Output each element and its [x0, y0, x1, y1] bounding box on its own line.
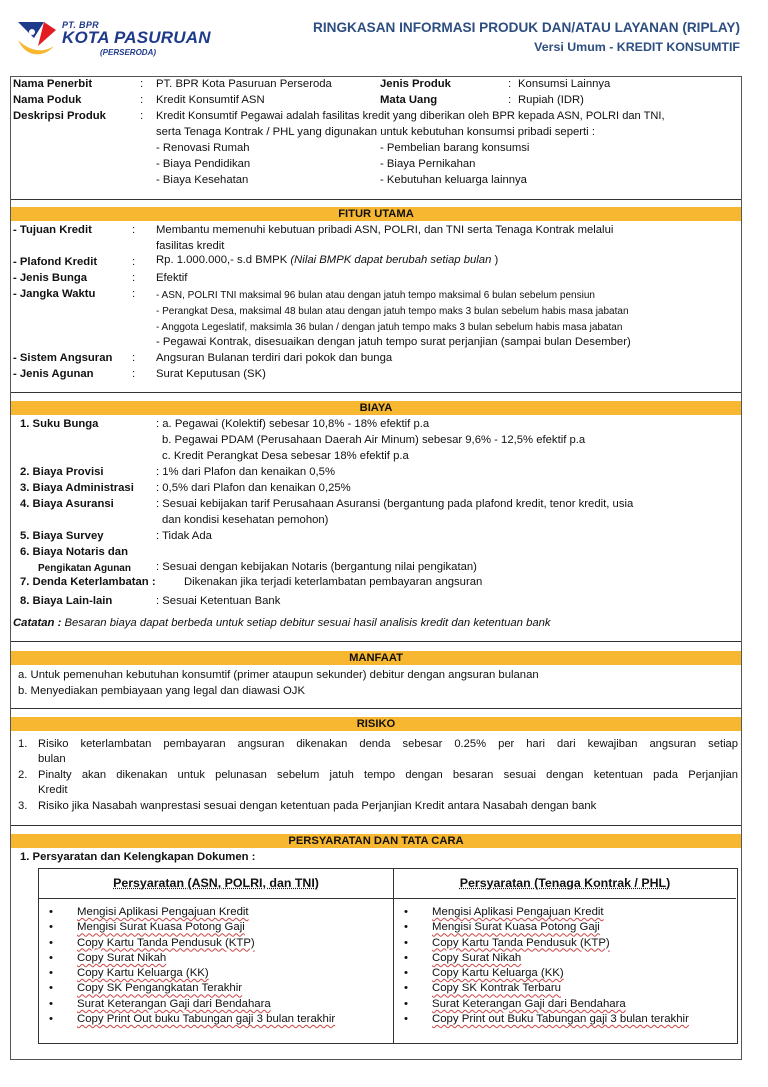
- manfaat-b: b. Menyediakan pembiayaan yang legal dan diawasi OJK: [18, 685, 305, 697]
- requirements-column-asn: [39, 869, 394, 1043]
- page-subtitle: Versi Umum - KREDIT KONSUMTIF: [534, 40, 740, 54]
- risiko-1-line2: bulan: [38, 753, 66, 765]
- divider: [11, 825, 741, 826]
- divider: [11, 392, 741, 393]
- list-item: • Surat Keterangan Gaji dari Bendahara: [39, 997, 393, 1012]
- risiko-2-line1: Pinalty akan dikenakan untuk pelunasan sebelum jatuh tempo dengan besaran sesuai dengan ketentuan pada Perjanjian: [38, 769, 738, 781]
- provisi-value: : 1% dari Plafon dan kenaikan 0,5%: [156, 466, 335, 478]
- divider: [11, 199, 741, 200]
- tujuan-line2: fasilitas kredit: [156, 240, 225, 252]
- plafond-note: (Nilai BMPK dapat berubah setiap bulan: [290, 254, 492, 266]
- risiko-num: 3.: [18, 800, 28, 812]
- list-item: • Mengisi Surat Kuasa Potong Gaji: [39, 920, 393, 935]
- list-item: • Surat Keterangan Gaji dari Bendahara: [394, 997, 736, 1012]
- denda-label: 7. Denda Keterlambatan :: [20, 576, 156, 588]
- bunga-label: - Jenis Bunga: [13, 272, 88, 284]
- colon: :: [132, 256, 136, 268]
- colon: :: [132, 288, 136, 300]
- plafond-value: Rp. 1.000.000,- s.d BMPK: [156, 254, 288, 266]
- logo-sub: (PERSERODA): [100, 48, 157, 57]
- angsuran-value: Angsuran Bulanan terdiri dari pokok dan bunga: [156, 352, 393, 364]
- jangka-item: - Anggota Legeslatif, maksimla 36 bulan / dengan jatuh tempo maks 3 bulan sebelum habis masa jabatan: [156, 322, 623, 333]
- deskripsi-label: Deskripsi Produk: [13, 110, 106, 122]
- company-logo: [14, 16, 214, 64]
- survey-value: : Tidak Ada: [156, 530, 212, 542]
- plafond-line: [156, 253, 498, 268]
- persyaratan-subtitle: 1. Persyaratan dan Kelengkapan Dokumen :: [20, 851, 256, 863]
- list-item: - Biaya Kesehatan: [156, 174, 249, 186]
- list-item: - Renovasi Rumah: [156, 142, 250, 154]
- plafond-close: ): [494, 254, 499, 266]
- list-item: - Kebutuhan keluarga lainnya: [380, 174, 527, 186]
- colon: :: [132, 272, 136, 284]
- colon: :: [140, 110, 144, 122]
- angsuran-label: - Sistem Angsuran: [13, 352, 113, 364]
- column-header: Persyaratan (Tenaga Kontrak / PHL): [394, 869, 736, 899]
- tujuan-line1: Membantu memenuhi kebutuan pribadi ASN, POLRI, dan TNI serta Tenaga Kontrak melalui: [156, 224, 614, 236]
- bpr-logo-icon: [14, 16, 60, 60]
- list-item: • Copy Print out Buku Tabungan gaji 3 bulan terakhir: [394, 1012, 736, 1027]
- list-item: • Mengisi Aplikasi Pengajuan Kredit: [394, 905, 736, 920]
- suku-b: b. Pegawai PDAM (Perusahaan Daerah Air Minum) sebesar 9,6% - 12,5% efektif p.a: [162, 434, 586, 446]
- section-header-biaya: BIAYA: [11, 401, 741, 415]
- column-header: Persyaratan (ASN, POLRI, dan TNI): [39, 869, 393, 899]
- agunan-value: Surat Keputusan (SK): [156, 368, 266, 380]
- requirements-list: [39, 905, 393, 1027]
- admin-label: 3. Biaya Administrasi: [20, 482, 134, 494]
- notaris-label: 6. Biaya Notaris dan: [20, 546, 128, 558]
- list-item: • Copy Surat Nikah: [394, 951, 736, 966]
- plafond-label: - Plafond Kredit: [13, 256, 98, 268]
- notaris-label2: Pengikatan Agunan: [38, 563, 131, 574]
- section-header-persyaratan: PERSYARATAN DAN TATA CARA: [11, 834, 741, 848]
- jenis-produk-label: Jenis Produk: [380, 78, 451, 90]
- mata-uang-label: Mata Uang: [380, 94, 438, 106]
- list-item: • Copy SK Pengangkatan Terakhir: [39, 981, 393, 996]
- list-item: • Copy Kartu Tanda Pendusuk (KTP): [39, 936, 393, 951]
- agunan-label: - Jenis Agunan: [13, 368, 94, 380]
- produk-label: Nama Poduk: [13, 94, 82, 106]
- section-header-manfaat: MANFAAT: [11, 651, 741, 665]
- colon: :: [132, 224, 136, 236]
- catatan-label: Catatan :: [13, 617, 62, 629]
- risiko-num: 1.: [18, 738, 28, 750]
- risiko-num: 2.: [18, 769, 28, 781]
- jenis-produk-value: Konsumsi Lainnya: [518, 78, 611, 90]
- lain-value: : Sesuai Ketentuan Bank: [156, 595, 281, 607]
- suku-a: : a. Pegawai (Kolektif) sebesar 10,8% - 18% efektif p.a: [156, 418, 430, 430]
- catatan: [13, 616, 551, 631]
- penerbit-value: PT. BPR Kota Pasuruan Perseroda: [156, 78, 332, 90]
- divider: [11, 708, 741, 709]
- colon: :: [508, 78, 512, 90]
- colon: :: [140, 94, 144, 106]
- suku-c: c. Kredit Perangkat Desa sebesar 18% efektif p.a: [162, 450, 409, 462]
- colon: :: [508, 94, 512, 106]
- list-item: • Mengisi Aplikasi Pengajuan Kredit: [39, 905, 393, 920]
- deskripsi-line1: Kredit Konsumtif Pegawai adalah fasilitas kredit yang diberikan oleh BPR kepada ASN, POLRI dan TNI,: [156, 110, 665, 122]
- lain-label: 8. Biaya Lain-lain: [20, 595, 113, 607]
- denda-value: Dikenakan jika terjadi keterlambatan pembayaran angsuran: [184, 576, 483, 588]
- catatan-value: Besaran biaya dapat berbeda untuk setiap debitur sesuai hasil analisis kredit dan ketentuan bank: [64, 617, 551, 629]
- list-item: - Biaya Pernikahan: [380, 158, 476, 170]
- jangka-item: - Pegawai Kontrak, disesuaikan dengan jatuh tempo surat perjanjian (sampai bulan Desember): [156, 336, 631, 348]
- list-item: • Copy Kartu Keluarga (KK): [394, 966, 736, 981]
- manfaat-a: a. Untuk pemenuhan kebutuhan konsumtif (primer ataupun sekunder) debitur dengan angsuran bulanan: [18, 669, 539, 681]
- suku-label: 1. Suku Bunga: [20, 418, 99, 430]
- section-header-risiko: RISIKO: [11, 717, 741, 731]
- list-item: • Copy SK Kontrak Terbaru: [394, 981, 736, 996]
- logo-pt: PT. BPR: [62, 20, 99, 30]
- list-item: • Copy Kartu Tanda Pendusuk (KTP): [394, 936, 736, 951]
- survey-label: 5. Biaya Survey: [20, 530, 104, 542]
- section-header-fitur: FITUR UTAMA: [11, 207, 741, 221]
- deskripsi-line2: serta Tenaga Kontrak / PHL yang digunakan untuk kebutuhan konsumsi pribadi seperti :: [156, 126, 595, 138]
- list-item: • Copy Print Out buku Tabungan gaji 3 bulan terakhir: [39, 1012, 393, 1027]
- notaris-value: : Sesuai dengan kebijakan Notaris (bergantung nilai pengikatan): [156, 561, 477, 573]
- risiko-3-line1: Risiko jika Nasabah wanprestasi sesuai dengan ketentuan pada Perjanjian Kredit antara Nasabah dengan bank: [38, 800, 597, 812]
- tujuan-label: - Tujuan Kredit: [13, 224, 92, 236]
- asuransi-line2: dan kondisi kesehatan pemohon): [162, 514, 329, 526]
- jangka-item: - Perangkat Desa, maksimal 48 bulan atau dengan jatuh tempo maks 3 bulan sebelum habis masa jabatan: [156, 306, 629, 317]
- asuransi-line1: : Sesuai kebijakan tarif Perusahaan Asuransi (bergantung pada plafond kredit, tenor kredit, usia: [156, 498, 634, 510]
- asuransi-label: 4. Biaya Asuransi: [20, 498, 114, 510]
- risiko-1-line1: Risiko keterlambatan pembayaran angsuran dikenakan denda sebesar 0.25% per hari dari kewajiban angsuran setiap: [38, 738, 738, 750]
- jangka-item: - ASN, POLRI TNI maksimal 96 bulan atau dengan jatuh tempo maksimal 6 bulan sebelum pensiun: [156, 290, 595, 301]
- requirements-list: [394, 905, 736, 1027]
- colon: :: [132, 368, 136, 380]
- requirements-table: [38, 868, 738, 1044]
- page-title: RINGKASAN INFORMASI PRODUK DAN/ATAU LAYANAN (RIPLAY): [313, 20, 740, 35]
- produk-value: Kredit Konsumtif ASN: [156, 94, 265, 106]
- bunga-value: Efektif: [156, 272, 188, 284]
- list-item: • Copy Kartu Keluarga (KK): [39, 966, 393, 981]
- penerbit-label: Nama Penerbit: [13, 78, 93, 90]
- requirements-column-kontrak: [394, 869, 736, 1043]
- list-item: - Pembelian barang konsumsi: [380, 142, 530, 154]
- colon: :: [140, 78, 144, 90]
- list-item: • Copy Surat Nikah: [39, 951, 393, 966]
- provisi-label: 2. Biaya Provisi: [20, 466, 104, 478]
- admin-value: : 0,5% dari Plafon dan kenaikan 0,25%: [156, 482, 351, 494]
- colon: :: [132, 352, 136, 364]
- divider: [11, 641, 741, 642]
- mata-uang-value: Rupiah (IDR): [518, 94, 584, 106]
- risiko-2-line2: Kredit: [38, 784, 68, 796]
- logo-name: KOTA PASURUAN: [62, 28, 211, 47]
- list-item: • Mengisi Surat Kuasa Potong Gaji: [394, 920, 736, 935]
- jangka-label: - Jangka Waktu: [13, 288, 96, 300]
- list-item: - Biaya Pendidikan: [156, 158, 251, 170]
